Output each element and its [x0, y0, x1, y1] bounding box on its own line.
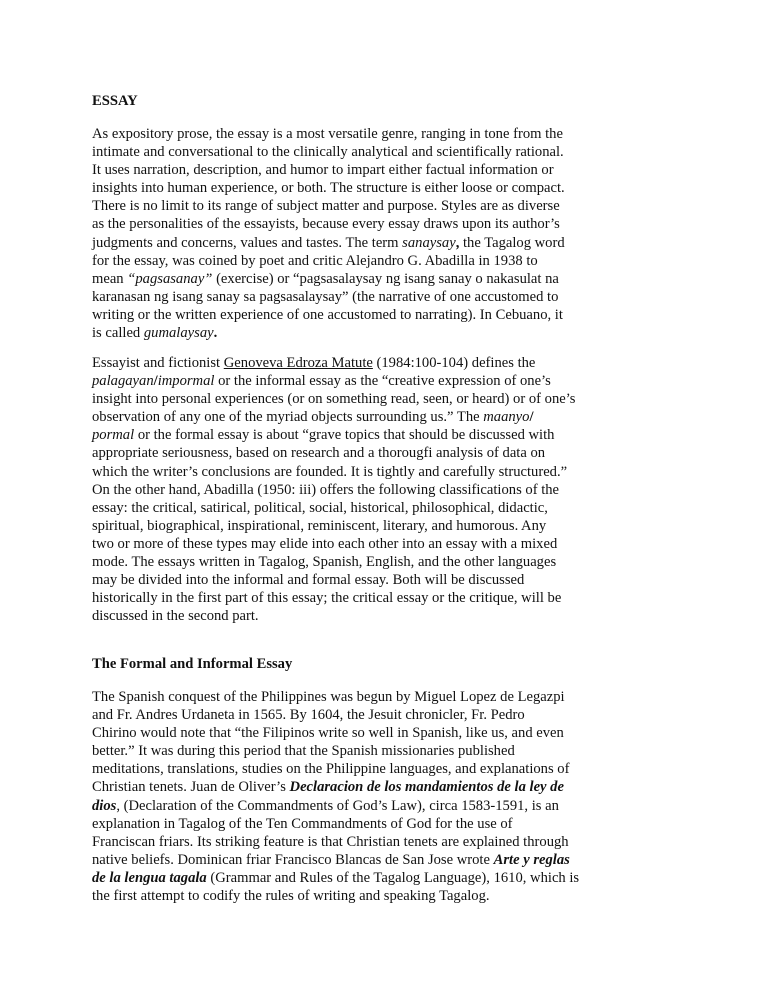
text-run: / [153, 373, 158, 390]
text-line [92, 270, 632, 288]
text-line [92, 125, 632, 143]
text-run: . [213, 325, 218, 342]
paragraph-essay-definition [92, 125, 632, 342]
text-run: karanasan ng isang sanay sa pagsasalaysay” (the narrative of one accustomed to [92, 288, 559, 305]
text-line [92, 234, 632, 252]
text-line [92, 306, 632, 324]
text-run: Declaracion de los mandamientos de la ley de [289, 779, 564, 796]
text-run: Chirino would note that “the Filipinos write so well in Spanish, like us, and even [92, 725, 564, 742]
text-run: (Grammar and Rules of the Tagalog Language), 1610, which is [206, 869, 580, 886]
text-run: maanyo [483, 409, 530, 426]
text-run: or the formal essay is about “grave topics that should be discussed with [134, 427, 555, 444]
text-run: native beliefs. Dominican friar Francisco Blancas de San Jose wrote [92, 851, 494, 868]
text-run: historically in the first part of this essay; the critical essay or the critique, will be [92, 590, 562, 607]
text-run: the Tagalog word [462, 234, 565, 251]
text-run: is called [92, 325, 144, 342]
text-line [92, 372, 632, 390]
text-run: Christian tenets. Juan de Oliver’s [92, 779, 290, 796]
text-run: mean [92, 270, 128, 287]
text-line [92, 463, 632, 481]
text-run: It uses narration, description, and humor to impart either factual information or [92, 162, 554, 179]
text-run: insight into personal experiences (or on something read, seen, or heard) or of one’s [92, 391, 576, 408]
text-run: appropriate seriousness, based on research and a thorougfi analysis of data on [92, 445, 546, 462]
text-run: (1984:100-104) defines the [372, 355, 536, 371]
text-line [92, 724, 632, 742]
text-run: Arte y reglas [493, 851, 570, 868]
text-line [92, 481, 632, 499]
text-run: de la lengua tagala [92, 869, 207, 886]
text-run: Genoveva Edroza Matute [223, 355, 373, 371]
text-run: insights into human experience, or both. The structure is either loose or compact. [92, 180, 565, 197]
text-run: The Spanish conquest of the Philippines was begun by Miguel Lopez de Legazpi [92, 689, 565, 705]
text-line [92, 354, 632, 372]
text-line [92, 499, 632, 517]
text-line [92, 778, 632, 796]
text-line [92, 760, 632, 778]
text-line [92, 161, 632, 179]
text-line [92, 742, 632, 760]
text-run: pormal [92, 427, 135, 444]
text-run: On the other hand, Abadilla (1950: iii) offers the following classifications of the [92, 481, 560, 498]
text-line [92, 797, 632, 815]
text-line [92, 535, 632, 553]
text-line [92, 869, 632, 887]
text-line [92, 408, 632, 426]
text-run: mode. The essays written in Tagalog, Spanish, English, and the other languages [92, 554, 557, 571]
text-run: There is no limit to its range of subject matter and purpose. Styles are as diverse [92, 198, 560, 215]
text-run: gumalaysay [143, 325, 214, 342]
paragraph-spanish-conquest [92, 688, 632, 905]
text-line [92, 571, 632, 589]
text-run: or the informal essay as the “creative expression of one’s [214, 373, 551, 390]
formal-informal-heading: The Formal and Informal Essay [92, 656, 293, 672]
text-run: judgments and concerns, values and tastes. The term [92, 234, 403, 251]
text-run: palagayan [92, 373, 154, 390]
text-run: (exercise) or “pagsasalaysay ng isang sanay o nakasulat na [212, 270, 559, 287]
text-run: as the personalities of the essayists, because every essay draws upon its author’s [92, 216, 560, 233]
text-run: and Fr. Andres Urdaneta in 1565. By 1604, the Jesuit chronicler, Fr. Pedro [92, 707, 525, 724]
text-run: essay: the critical, satirical, political, social, historical, philosophical, didactic, [92, 499, 548, 516]
text-run: dios [92, 797, 117, 814]
text-run: discussed in the second part. [92, 608, 259, 625]
text-line [92, 426, 632, 444]
text-run: “pagsasanay” [127, 270, 213, 287]
text-line [92, 143, 632, 161]
text-line [92, 815, 632, 833]
text-run: , [455, 234, 463, 251]
text-run: writing or the written experience of one accustomed to narrating). In Cebuano, it [92, 306, 563, 323]
text-line [92, 390, 632, 408]
text-line [92, 215, 632, 233]
text-line [92, 324, 632, 342]
text-line [92, 252, 632, 270]
text-run: two or more of these types may elide into each other into an essay with a mixed [92, 535, 558, 552]
text-run: the first attempt to codify the rules of writing and speaking Tagalog. [92, 888, 490, 905]
essay-heading: ESSAY [92, 93, 138, 109]
text-run: better.” It was during this period that the Spanish missionaries published [92, 743, 515, 760]
text-line [92, 887, 632, 905]
text-run: meditations, translations, studies on the Philippine languages, and explanations of [92, 761, 570, 778]
text-line [92, 288, 632, 306]
text-line [92, 589, 632, 607]
text-run: Essayist and fictionist [92, 355, 224, 371]
text-line [92, 197, 632, 215]
text-run: impormal [157, 373, 215, 390]
text-run: intimate and conversational to the clinically analytical and scientifically rational. [92, 144, 564, 161]
text-run: As expository prose, the essay is a most versatile genre, ranging in tone from the [92, 126, 563, 142]
text-run: for the essay, was coined by poet and critic Alejandro G. Abadilla in 1938 to [92, 252, 538, 269]
text-line [92, 607, 632, 625]
text-run: Franciscan friars. Its striking feature is that Christian tenets are explained through [92, 833, 569, 850]
text-line [92, 553, 632, 571]
text-run: may be divided into the informal and formal essay. Both will be discussed [92, 572, 525, 589]
paragraph-informal-formal [92, 354, 632, 625]
text-line [92, 179, 632, 197]
text-run: observation of any one of the myriad objects surrounding us.” The [92, 409, 484, 426]
text-run: , (Declaration of the Commandments of God’s Law), circa 1583-1591, is an [116, 797, 559, 814]
text-line [92, 833, 632, 851]
text-run: explanation in Tagalog of the Ten Commandments of God for the use of [92, 815, 513, 832]
text-run: / [529, 409, 534, 426]
text-line [92, 688, 632, 706]
text-run: sanaysay [402, 234, 456, 251]
text-line [92, 444, 632, 462]
text-line [92, 706, 632, 724]
text-run: spiritual, biographical, inspirational, reminiscent, literary, and humorous. Any [92, 517, 547, 534]
text-line [92, 851, 632, 869]
text-run: which the writer’s conclusions are founded. It is tightly and carefully structured.” [92, 463, 568, 480]
text-line [92, 517, 632, 535]
